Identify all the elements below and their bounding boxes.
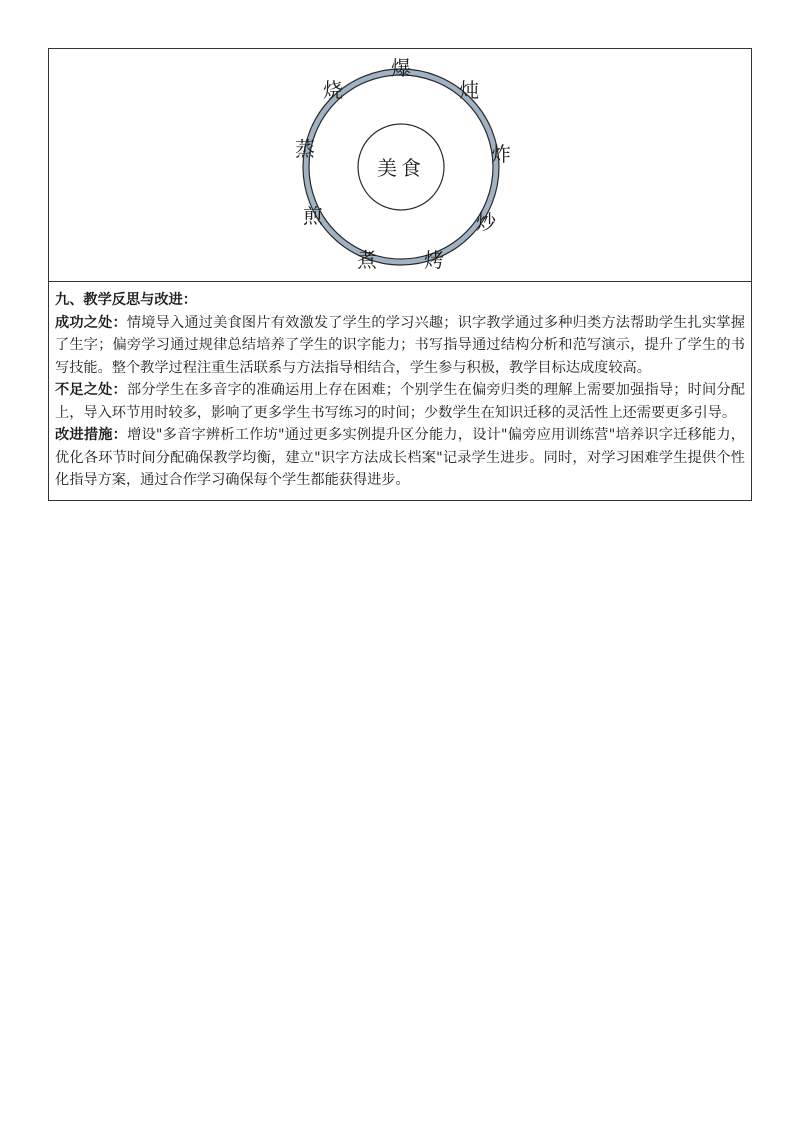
lesson-plan-table: [48, 48, 752, 501]
reflection-cell: [49, 282, 751, 500]
ring-char-dun: 炖: [459, 78, 479, 102]
food-verbs-ring-diagram: [49, 49, 751, 281]
ring-char-zha: 炸: [491, 142, 511, 166]
ring-char-zheng: 蒸: [295, 137, 315, 161]
ring-char-zhu: 煮: [357, 248, 377, 272]
ring-char-kao: 烤: [424, 248, 444, 272]
success-paragraph: [55, 312, 745, 380]
center-label: 美食: [377, 156, 425, 180]
ring-char-shao: 烧: [323, 78, 343, 102]
improve-text: 增设"多音字辨析工作坊"通过更多实例提升区分能力，设计"偏旁应用训练营"培养识字迁移能力，优化各环节时间分配确保教学均衡，建立"识字方法成长档案"记录学生进步。同时，对学习困难学生提供个性化指导方案，通过合作学习确保每个学生都能获得进步。: [55, 427, 745, 488]
food-verbs-diagram-cell: [49, 49, 751, 282]
ring-char-jian: 煎: [303, 204, 323, 228]
improve-paragraph: [55, 424, 745, 492]
ring-char-chao: 炒: [476, 210, 496, 234]
section-title: 九、教学反思与改进：: [55, 292, 197, 308]
success-label: 成功之处：: [55, 314, 127, 331]
ring-char-bao: 爆: [391, 56, 411, 80]
improve-label: 改进措施：: [55, 427, 128, 443]
success-text: 情境导入通过美食图片有效激发了学生的学习兴趣；识字教学通过多种归类方法帮助学生扎实掌握了生字；偏旁学习通过规律总结培养了学生的识字能力；书写指导通过结构分析和范写演示，提升了学生的书写技能。整个教学过程注重生活联系与方法指导相结合，学生参与积极，教学目标达成度较高。: [55, 314, 745, 376]
shortfall-paragraph: [55, 379, 745, 424]
shortfall-label: 不足之处：: [55, 382, 127, 398]
shortfall-text: 部分学生在多音字的准确运用上存在困难；个别学生在偏旁归类的理解上需要加强指导；时间分配上，导入环节用时较多，影响了更多学生书写练习的时间；少数学生在知识迁移的灵活性上还需要更多引导。: [55, 382, 745, 421]
